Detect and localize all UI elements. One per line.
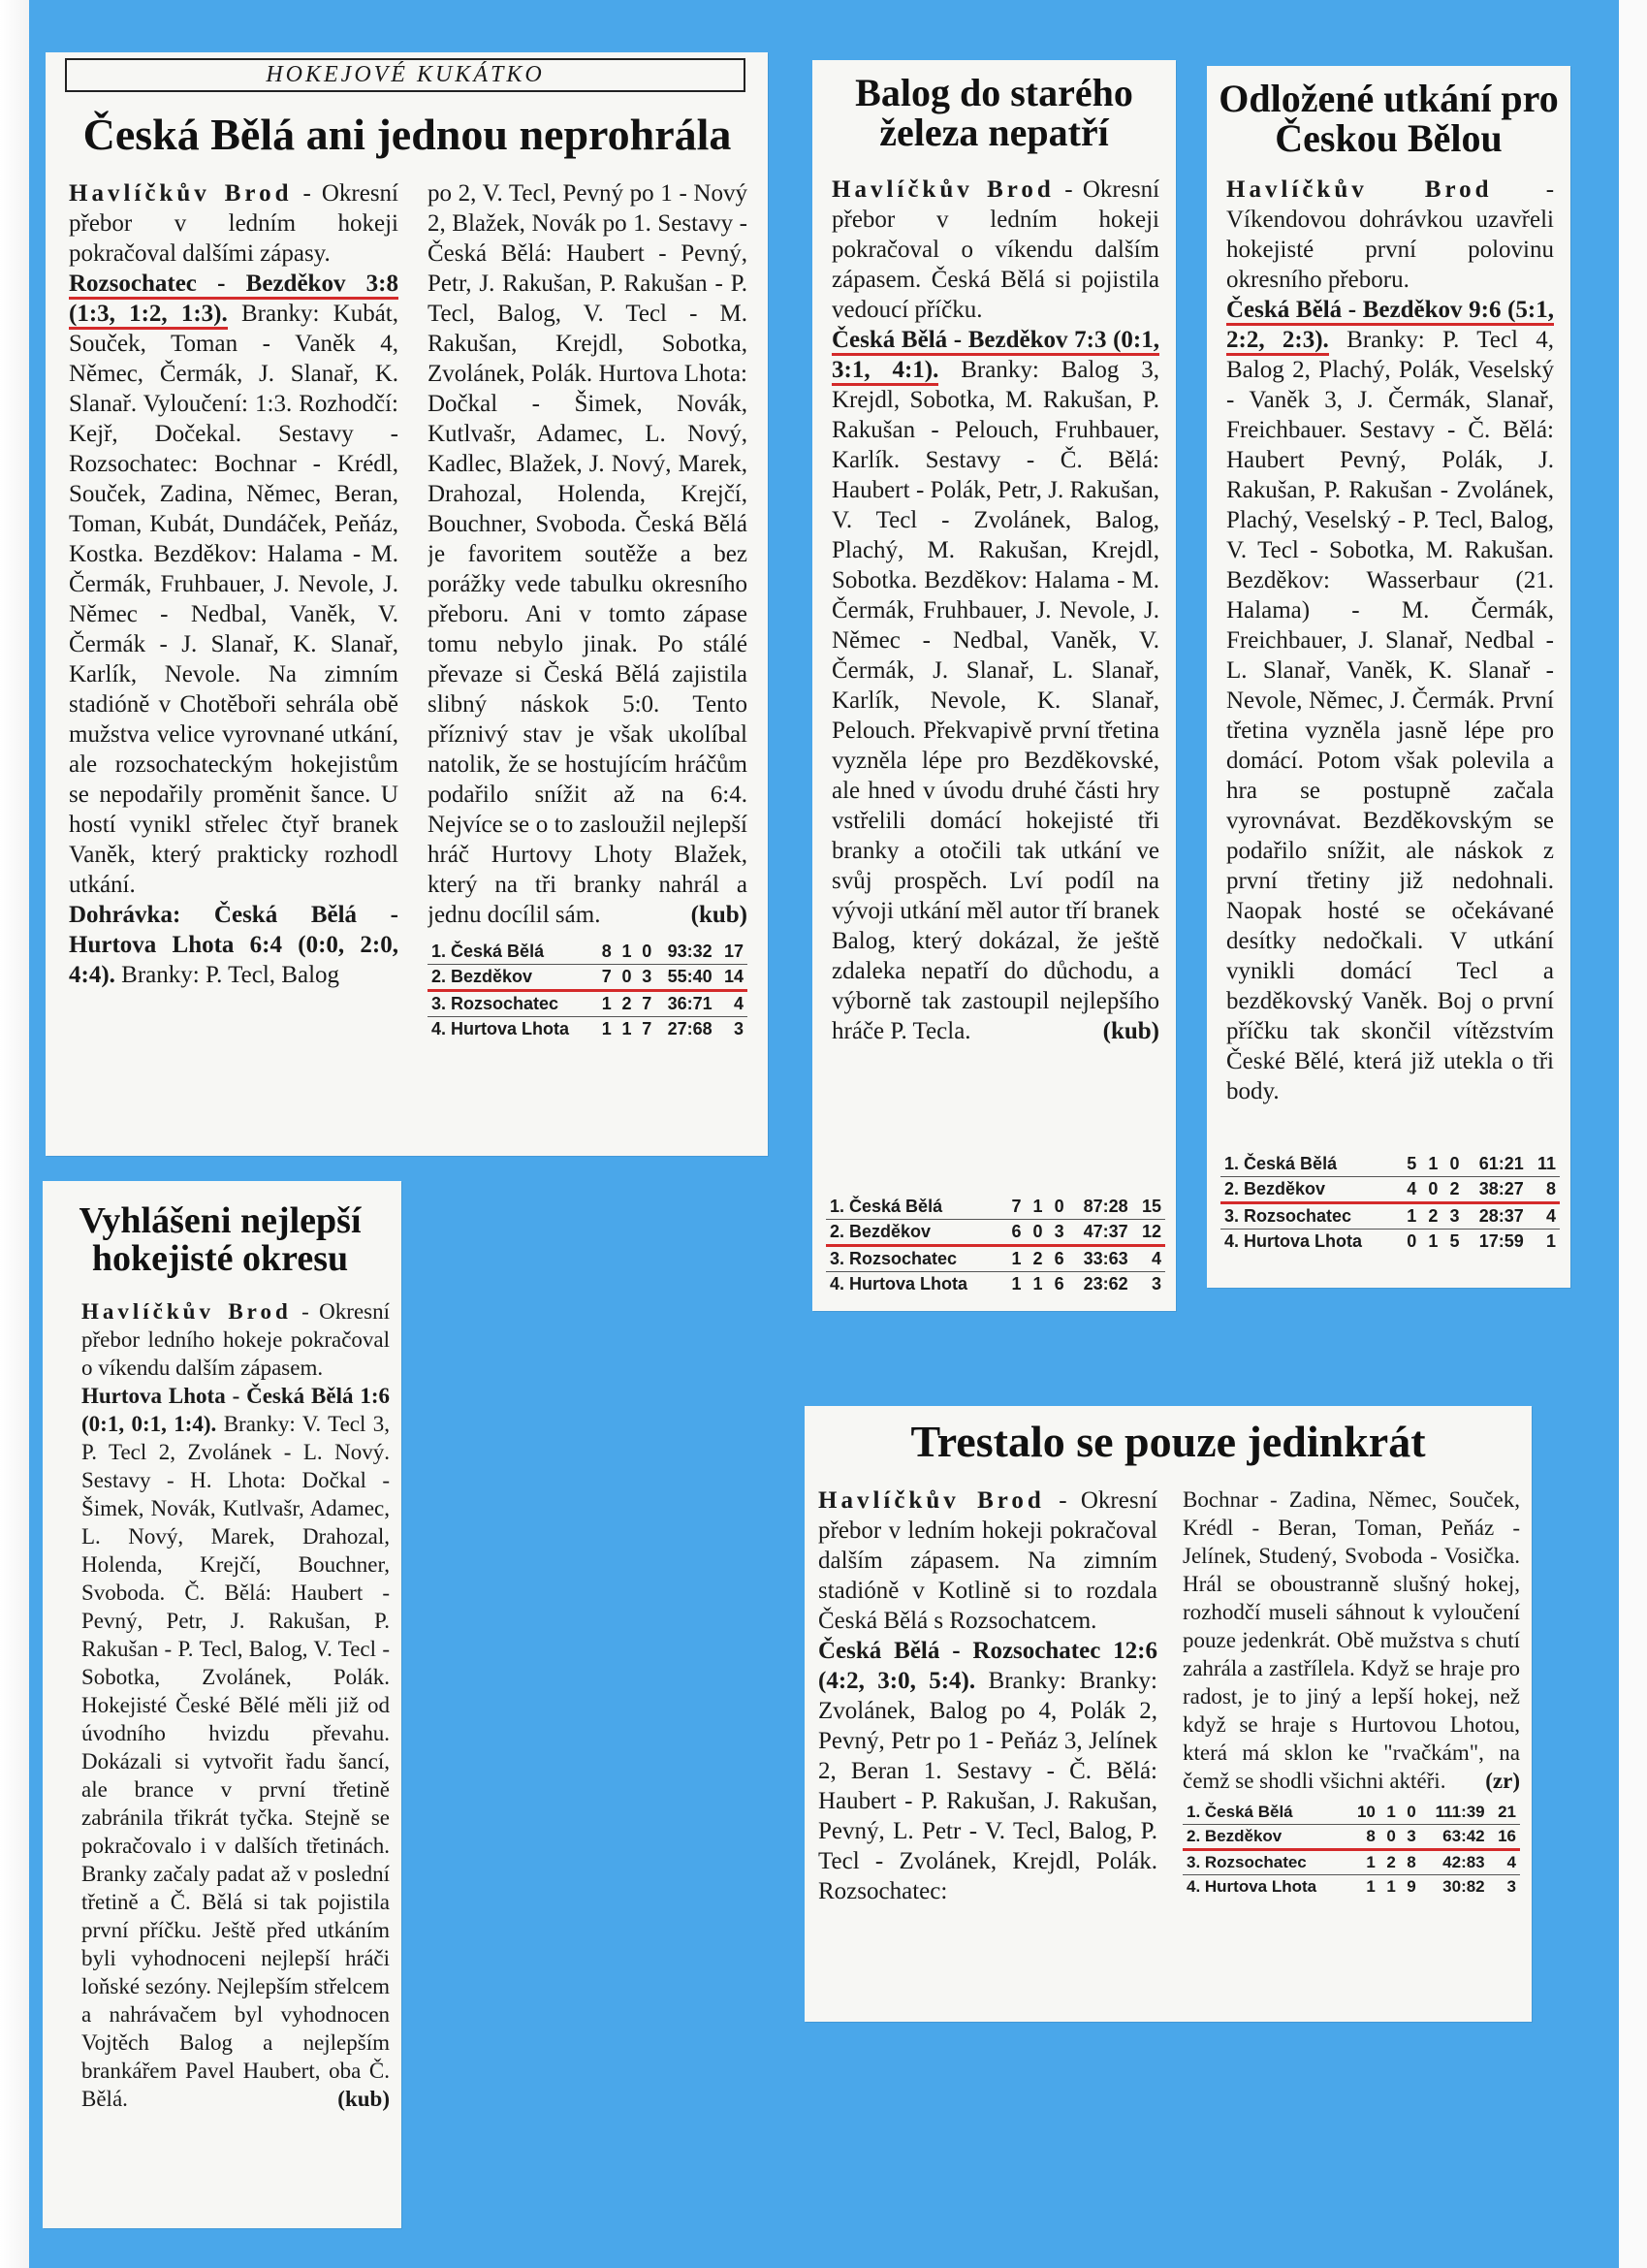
points-cell: 3 bbox=[1151, 1274, 1161, 1294]
table-row bbox=[1220, 1152, 1560, 1177]
paragraph: Bochnar - Zadina, Němec, Souček, Krédl - Beran, Toman, Peňáz - Jelínek, Studený, Svoboda - Vosička. Hrál se oboustranně slušný hokej, rozhodčí museli sáhnout k vyloučení pouze jedenkrát. Obě mužstva s chutí zahrála a zastřílela. Když se hraje pro radost, je to jiný a lepší hokej, než když se hraje s Hurtovou Lhotou, která má sklon ke "rvačkám", na čemž se shodli všichni aktéři. bbox=[1183, 1487, 1520, 1793]
score-cell: 33:63 bbox=[1083, 1249, 1128, 1268]
team-cell: 4. Hurtova Lhota bbox=[1224, 1231, 1363, 1251]
article-title: Česká Bělá ani jednou neprohrála bbox=[82, 110, 732, 159]
team-cell: 3. Rozsochatec bbox=[1187, 1853, 1307, 1871]
dateline: Havlíčkův Brod bbox=[1226, 176, 1493, 203]
match-result: Česká Bělá - Bezděkov 9:6 (5:1, 2:2, 2:3). bbox=[1226, 297, 1554, 356]
dateline: Havlíčkův Brod bbox=[69, 180, 293, 207]
points-cell: 12 bbox=[1132, 1220, 1165, 1246]
draws-cell: 1 bbox=[1386, 1877, 1396, 1896]
wins-cell: 7 bbox=[1011, 1197, 1022, 1216]
table-row bbox=[826, 1195, 1165, 1220]
wins-cell: 1 bbox=[1366, 1853, 1376, 1871]
draws-cell: 1 bbox=[621, 1019, 632, 1038]
draws-cell: 1 bbox=[621, 942, 632, 961]
score-cell: 61:21 bbox=[1478, 1154, 1524, 1173]
paragraph: Branky: P. Tecl 4, Balog 2, Plachý, Polák, Veselský - Vaněk 3, J. Čermák, Slanař, Freichbauer. Sestavy - Č. Bělá: Haubert Pevný, Polák, J. Rakušan, P. Rakušan - Zvolánek, Plachý, Veselský - P. Tecl, Balog, V. Tecl - Sobotka, M. Rakušan. Bezděkov: Wasserbaur (21. Halama) - M. Čermák, Freichbauer, J. Slanař, Nedbal - L. Slanař, Vaněk, K. Slanař - Nevole, Němec, J. Čermák. První třetina vyzněla jasně lépe pro domácí. Potom však polevila a hra se postupně začala vyrovnávat. Bezděkovským se podařilo snížit, ale náskok z první třetiny již nedohnali. Naopak hosté se očekávané desítky nedočkali. V utkání vynikli domácí Tecl a bezděkovský Vaněk. Boj o první příčku tak skončil vítězstvím České Bělé, která již utekla o tři body. bbox=[1226, 327, 1554, 1104]
article-column bbox=[1226, 175, 1554, 1212]
wins-cell: 0 bbox=[1407, 1231, 1417, 1251]
match-result: Česká Bělá - Rozsochatec 12:6 (4:2, 3:0, 5:4). bbox=[818, 1638, 1157, 1694]
draws-cell: 1 bbox=[1032, 1274, 1043, 1294]
losses-cell: 6 bbox=[1054, 1249, 1064, 1268]
wins-cell: 4 bbox=[1399, 1177, 1420, 1203]
draws-cell: 0 bbox=[616, 965, 636, 991]
wins-cell: 1 bbox=[1366, 1877, 1376, 1896]
wins-cell: 1 bbox=[601, 994, 612, 1013]
dateline: Havlíčkův Brod bbox=[81, 1299, 292, 1324]
match-result: Česká Bělá - Bezděkov 7:3 (0:1, 3:1, 4:1). bbox=[832, 327, 1159, 386]
table-row bbox=[428, 991, 747, 1017]
score-cell: 23:62 bbox=[1083, 1274, 1128, 1294]
table-row bbox=[1183, 1801, 1520, 1825]
team-cell: 2. Bezděkov bbox=[1183, 1825, 1348, 1850]
team-cell: 1. Česká Bělá bbox=[1187, 1803, 1293, 1821]
table-row bbox=[1183, 1825, 1520, 1850]
score-cell: 93:32 bbox=[667, 942, 713, 961]
losses-cell: 7 bbox=[642, 994, 652, 1013]
points-cell: 4 bbox=[1151, 1249, 1161, 1268]
points-cell: 8 bbox=[1528, 1177, 1560, 1203]
wins-cell: 1 bbox=[1011, 1249, 1022, 1268]
draws-cell: 2 bbox=[1428, 1206, 1439, 1226]
score-cell: 55:40 bbox=[655, 965, 715, 991]
draws-cell: 1 bbox=[1032, 1197, 1043, 1216]
article-title: Balog do starého železa nepatří bbox=[855, 71, 1133, 154]
wins-cell: 5 bbox=[1407, 1154, 1417, 1173]
score-cell: 111:39 bbox=[1435, 1803, 1485, 1821]
draws-cell: 2 bbox=[621, 994, 632, 1013]
draws-cell: 0 bbox=[1420, 1177, 1441, 1203]
standings-table bbox=[826, 1195, 1165, 1296]
team-cell: 4. Hurtova Lhota bbox=[1187, 1877, 1317, 1896]
losses-cell: 0 bbox=[1054, 1197, 1064, 1216]
team-cell: 1. Česká Bělá bbox=[431, 942, 545, 961]
table-row bbox=[428, 965, 747, 991]
points-cell: 1 bbox=[1545, 1231, 1556, 1251]
standings-table bbox=[1183, 1801, 1520, 1899]
draws-cell: 1 bbox=[1428, 1154, 1439, 1173]
dateline: Havlíčkův Brod bbox=[832, 176, 1055, 203]
clipping-ceska-bela-ani-jednou bbox=[46, 52, 768, 1156]
paragraph: Branky: Branky: Zvolánek, Balog po 4, Polák 2, Pevný, Petr po 1 - Peňáz 3, Jelínek 2, Beran 1. Sestavy - Č. Bělá: Haubert - P. Rakušan, J. Rakušan, Pevný, L. Petr - V. Tecl, Balog, P. Tecl - Zvolánek, Krejdl, Polák. Rozsochatec: bbox=[818, 1668, 1157, 1904]
losses-cell: 2 bbox=[1441, 1177, 1463, 1203]
losses-cell: 7 bbox=[642, 1019, 652, 1038]
clipping-trestalo-se-pouze bbox=[805, 1406, 1532, 2022]
losses-cell: 0 bbox=[1449, 1154, 1460, 1173]
score-cell: 38:27 bbox=[1463, 1177, 1527, 1203]
clipping-vyhlaseni-nejlepsi bbox=[43, 1181, 401, 2228]
dateline: Havlíčkův Brod bbox=[818, 1487, 1045, 1514]
losses-cell: 8 bbox=[1407, 1853, 1416, 1871]
table-row bbox=[1220, 1230, 1560, 1255]
points-cell: 11 bbox=[1536, 1154, 1556, 1173]
table-row bbox=[1220, 1177, 1560, 1203]
table-row bbox=[1183, 1850, 1520, 1875]
points-cell: 16 bbox=[1489, 1825, 1520, 1850]
draws-cell: 0 bbox=[1379, 1825, 1400, 1850]
wins-cell: 8 bbox=[1348, 1825, 1379, 1850]
points-cell: 21 bbox=[1498, 1803, 1516, 1821]
team-cell: 4. Hurtova Lhota bbox=[431, 1019, 570, 1038]
standings-table bbox=[1220, 1152, 1560, 1254]
author-sign: (kub) bbox=[690, 902, 747, 928]
wins-cell: 1 bbox=[601, 1019, 612, 1038]
table-row bbox=[1183, 1875, 1520, 1900]
article-column bbox=[832, 175, 1159, 1193]
losses-cell: 3 bbox=[1047, 1220, 1068, 1246]
team-cell: 4. Hurtova Lhota bbox=[830, 1274, 968, 1294]
wins-cell: 1 bbox=[1407, 1206, 1417, 1226]
wins-cell: 6 bbox=[1003, 1220, 1025, 1246]
paper-margin-right bbox=[1619, 0, 1647, 2268]
losses-cell: 3 bbox=[636, 965, 656, 991]
table-row bbox=[826, 1272, 1165, 1297]
article-column bbox=[81, 1297, 390, 2223]
table-row bbox=[826, 1246, 1165, 1272]
match-result: Dohrávka: Česká Bělá - Hurtova Lhota 6:4 (0:0, 2:0, 4:4). bbox=[69, 902, 398, 988]
losses-cell: 9 bbox=[1407, 1877, 1416, 1896]
paragraph: Branky: P. Tecl, Balog bbox=[121, 962, 340, 988]
score-cell: 63:42 bbox=[1420, 1825, 1489, 1850]
wins-cell: 8 bbox=[601, 942, 612, 961]
team-cell: 3. Rozsochatec bbox=[830, 1249, 958, 1268]
article-title: Vyhlášeni nejlepší hokejisté okresu bbox=[79, 1200, 362, 1279]
match-result: Hurtova Lhota - Česká Bělá 1:6 (0:1, 0:1, 1:4). bbox=[81, 1384, 390, 1436]
paragraph: Branky: V. Tecl 3, P. Tecl 2, Zvolánek - L. Nový. Sestavy - H. Lhota: Dočkal - Šimek, Novák, Kutlvašr, Adamec, L. Nový, Marek, Drahozal, Holenda, Krejčí, Bouchner, Svoboda. Č. Bělá: Haubert - Pevný, Petr, J. Rakušan, P. Rakušan - P. Tecl, Balog, V. Tecl - Sobotka, Zvolánek, Polák. Hokejisté České Bělé měli již od úvodního hvizdu převahu. Dokázali si vytvořit řadu šancí, ale brance v první třetině zabránila třikrát tyčka. Stejně se pokračovalo i v dalších třetinách. Branky začaly padat až v poslední třetině a Č. Bělá si tak pojistila první příčku. Ještě před utkáním byli vyhodnoceni nejlepší hráči loňské sezóny. Nejlepším střelcem a nahrávačem byl vyhodnocen Vojtěch Balog a nejlepším brankářem Pavel Haubert, oba Č. Bělá. bbox=[81, 1412, 390, 2111]
losses-cell: 0 bbox=[1407, 1803, 1416, 1821]
score-cell: 87:28 bbox=[1083, 1197, 1128, 1216]
losses-cell: 0 bbox=[642, 942, 652, 961]
points-cell: 3 bbox=[1506, 1877, 1516, 1896]
table-row bbox=[1220, 1203, 1560, 1230]
paragraph: - Okresní přebor v ledním hokeji pokračoval dalším zápasem. Na zimním stadióně v Kotlině si to rozdala Česká Bělá s Rozsochatcem. bbox=[818, 1487, 1157, 1634]
draws-cell: 2 bbox=[1032, 1249, 1043, 1268]
score-cell: 47:37 bbox=[1068, 1220, 1132, 1246]
team-cell: 1. Česká Bělá bbox=[830, 1197, 943, 1216]
points-cell: 15 bbox=[1141, 1197, 1161, 1216]
team-cell: 1. Česká Bělá bbox=[1224, 1154, 1338, 1173]
paragraph: - Okresní přebor v ledním hokeji pokračoval dalšími zápasy. bbox=[69, 180, 398, 267]
wins-cell: 10 bbox=[1356, 1803, 1376, 1821]
paragraph: - Okresní přebor v ledním hokeji pokračoval o víkendu dalším zápasem. Česká Bělá si pojistila vedoucí příčku. bbox=[832, 176, 1159, 323]
wins-cell: 7 bbox=[595, 965, 616, 991]
standings-table bbox=[428, 940, 747, 1041]
paragraph: Branky: Balog 3, Krejdl, Sobotka, M. Rakušan, P. Rakušan - Pelouch, Fruhbauer, Karlík. Sestavy - Č. Bělá: Haubert - Polák, Petr, J. Rakušan, V. Tecl - Zvolánek, Balog, Plachý, M. Rakušan, Krejdl, Sobotka. Bezděkov: Halama - M. Čermák, Fruhbauer, J. Nevole, J. Němec - Nedbal, Vaněk, V. Čermák, J. Slanař, L. Slanař, Karlík, Nevole, K. Slanař, Pelouch. Překvapivě první třetina vyzněla lépe pro Bezděkovské, ale hned v úvodu druhé části hry vstřelili domácí hokejisté tři branky a otočili tak utkání ve svůj prospěch. Lví podíl na vývoji utkání měl autor tří branek Balog, který dokázal, že ještě zdaleka nepatří do důchodu, a výborně tak zastoupil nejlepšího hráče P. Tecla. bbox=[832, 357, 1159, 1044]
team-cell: 3. Rozsochatec bbox=[431, 994, 559, 1013]
losses-cell: 3 bbox=[1449, 1206, 1460, 1226]
paragraph: - Okresní přebor ledního hokeje pokračoval o víkendu dalším zápasem. bbox=[81, 1299, 390, 1380]
losses-cell: 5 bbox=[1449, 1231, 1460, 1251]
article-title: Trestalo se pouze jedinkrát bbox=[910, 1417, 1426, 1466]
author-sign: (zr) bbox=[1485, 1769, 1520, 1793]
team-cell: 3. Rozsochatec bbox=[1224, 1206, 1352, 1226]
losses-cell: 6 bbox=[1054, 1274, 1064, 1294]
points-cell: 17 bbox=[723, 942, 744, 961]
article-column-1 bbox=[818, 1485, 1157, 2014]
score-cell: 17:59 bbox=[1478, 1231, 1524, 1251]
table-row bbox=[428, 940, 747, 965]
score-cell: 28:37 bbox=[1478, 1206, 1524, 1226]
match-result: Rozsochatec - Bezděkov 3:8 (1:3, 1:2, 1:3). bbox=[69, 271, 398, 330]
article-column-2 bbox=[428, 178, 747, 1148]
points-cell: 4 bbox=[1545, 1206, 1556, 1226]
score-cell: 36:71 bbox=[667, 994, 713, 1013]
author-sign: (kub) bbox=[1102, 1018, 1159, 1044]
points-cell: 14 bbox=[716, 965, 747, 991]
paper-margin-left bbox=[0, 0, 29, 2268]
team-cell: 2. Bezděkov bbox=[1220, 1177, 1399, 1203]
table-row bbox=[826, 1220, 1165, 1246]
draws-cell: 1 bbox=[1386, 1803, 1396, 1821]
article-column-2 bbox=[1183, 1485, 1520, 2014]
points-cell: 4 bbox=[1506, 1853, 1516, 1871]
paragraph: po 2, V. Tecl, Pevný po 1 - Nový 2, Blažek, Novák po 1. Sestavy - Česká Bělá: Haubert - Pevný, Petr, J. Rakušan, P. Rakušan - P. Tecl, Balog, V. Tecl - M. Rakušan, Krejdl, Sobotka, Zvolánek, Polák. Hurtova Lhota: Dočkal - Šimek, Novák, Kutlvašr, Adamec, L. Nový, Kadlec, Blažek, J. Nový, Marek, Drahozal, Holenda, Krejčí, Bouchner, Svoboda. Česká Bělá je favoritem soutěže a bez porážky vede tabulku okresního přeboru. Ani v tomto zápase tomu nebylo jinak. Po stálé převaze si Česká Bělá zajistila slibný náskok 5:0. Tento příznivý stav je však ukolíbal natolik, že se hostujícím hráčům podařilo snížit až na 6:4. Nejvíce se o to zasloužil nejlepší hráč Hurtovy Lhoty Blažek, který na tři branky nahrál a jednu docílil sám. bbox=[428, 180, 747, 928]
paragraph: - Víkendovou dohrávkou uzavřeli hokejisté první polovinu okresního přeboru. bbox=[1226, 176, 1554, 293]
score-cell: 42:83 bbox=[1442, 1853, 1485, 1871]
article-title: Odložené utkání pro Českou Bělou bbox=[1219, 77, 1559, 160]
author-sign: (kub) bbox=[337, 2087, 390, 2111]
losses-cell: 3 bbox=[1400, 1825, 1420, 1850]
kicker-hokejove-kukatko: HOKEJOVÉ KUKÁTKO bbox=[65, 58, 745, 92]
team-cell: 2. Bezděkov bbox=[428, 965, 595, 991]
wins-cell: 1 bbox=[1011, 1274, 1022, 1294]
table-row bbox=[428, 1017, 747, 1042]
score-cell: 27:68 bbox=[667, 1019, 713, 1038]
team-cell: 2. Bezděkov bbox=[826, 1220, 1003, 1246]
paragraph: Branky: Kubát, Souček, Toman - Vaněk 4, Němec, Čermák, J. Slanař, K. Slanař. Vyloučení: 1:3. Rozhodčí: Kejř, Dočekal. Sestavy - Rozsochatec: Bochnar - Krédl, Souček, Zadina, Němec, Beran, Toman, Kubát, Dundáček, Peňáz, Kostka. Bezděkov: Halama - M. Čermák, Fruhbauer, J. Nevole, J. Němec - Nedbal, Vaněk, V. Čermák - J. Slanař, K. Slanař, Karlík, Nevole. Na zimním stadióně v Chotěboři sehrála obě mužstva velice vyrovnané utkání, ale rozsochateckým hokejistům se nepodařily proměnit šance. U hostí vynikl střelec čtyř branek Vaněk, který prakticky rozhodl utkání. bbox=[69, 301, 398, 898]
draws-cell: 2 bbox=[1386, 1853, 1396, 1871]
points-cell: 4 bbox=[733, 994, 744, 1013]
clipping-balog-do-stareho-zeleza bbox=[812, 60, 1176, 1311]
score-cell: 30:82 bbox=[1442, 1877, 1485, 1896]
clipping-odlozene-utkani bbox=[1207, 66, 1570, 1288]
article-column-1 bbox=[69, 178, 398, 1148]
draws-cell: 1 bbox=[1428, 1231, 1439, 1251]
draws-cell: 0 bbox=[1026, 1220, 1047, 1246]
points-cell: 3 bbox=[733, 1019, 744, 1038]
